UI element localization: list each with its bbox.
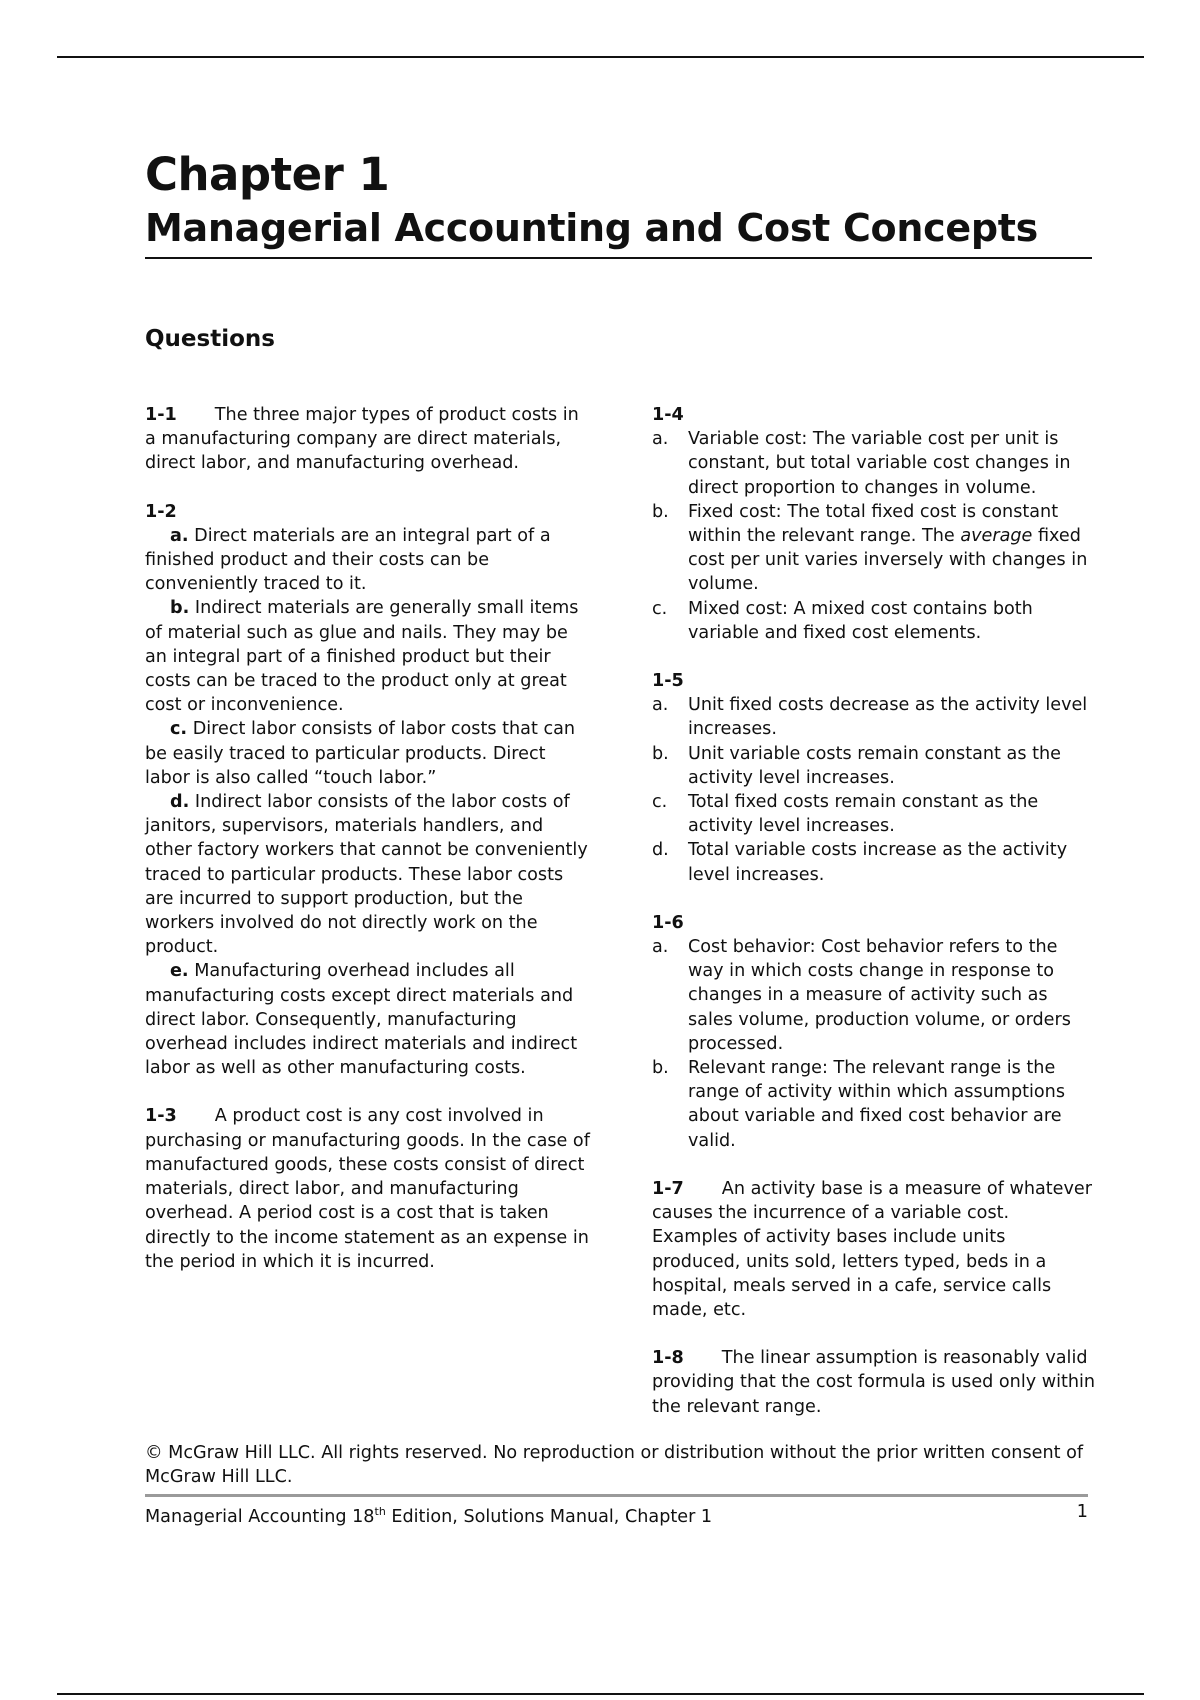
question-number: 1-5 <box>652 671 684 692</box>
answer-item <box>652 500 1097 597</box>
title-block <box>145 148 1092 254</box>
question-1-2 <box>145 500 590 1081</box>
item-text <box>688 500 1097 597</box>
footer-book-title <box>145 1500 712 1529</box>
copyright-notice: © McGraw Hill LLC. All rights reserved. No reproduction or distribution without the prior written consent of McGraw Hill LLC. <box>145 1443 1084 1488</box>
answer-item <box>652 742 1097 790</box>
item-text: Relevant range: The relevant range is the range of activity within which assumptions about variable and fixed cost behavior are valid. <box>688 1058 1065 1151</box>
question-text: The three major types of product costs in a manufacturing company are direct materials, direct labor, and manufacturing overhead. <box>145 405 579 474</box>
item-letter: b. <box>170 598 190 619</box>
question-number: 1-2 <box>145 501 177 522</box>
question-text: The linear assumption is reasonably valid providing that the cost formula is used only within the relevant range. <box>652 1348 1096 1417</box>
question-1-3 <box>145 1104 590 1273</box>
item-text: Variable cost: The variable cost per unit is constant, but total variable cost changes in direct proportion to changes in volume. <box>688 429 1071 498</box>
section-heading: Questions <box>145 326 275 352</box>
question-1-1 <box>145 403 590 476</box>
answer-item <box>652 693 1097 741</box>
emphasis-word: average <box>960 526 1033 547</box>
item-letter: c. <box>170 719 188 740</box>
item-text: Total variable costs increase as the activity level increases. <box>688 840 1068 885</box>
answer-item <box>652 838 1097 886</box>
item-letter: a. <box>652 695 669 716</box>
question-number: 1-4 <box>652 405 684 425</box>
item-letter: d. <box>652 840 669 861</box>
item-letter: b. <box>652 1058 669 1079</box>
item-text: Direct labor consists of labor costs that can be easily traced to particular products. Direct labor is also called “touch labor.” <box>145 719 576 788</box>
question-number: 1-7 <box>652 1178 684 1199</box>
item-letter: a. <box>652 429 669 450</box>
item-text: Unit variable costs remain constant as the activity level increases. <box>688 743 1061 788</box>
footer-title-part: Edition, Solutions Manual, Chapter 1 <box>385 1506 713 1527</box>
item-text: Cost behavior: Cost behavior refers to the way in which costs change in response to changes in a measure of activity such as sales volume, production volume, or orders processed. <box>688 937 1071 1054</box>
question-1-8 <box>652 1346 1097 1419</box>
item-letter: d. <box>170 792 190 813</box>
footer-title-superscript: th <box>374 1505 386 1518</box>
item-letter: b. <box>652 743 669 764</box>
item-letter: a. <box>170 525 189 546</box>
question-number: 1-6 <box>652 912 684 933</box>
answer-item <box>145 596 590 717</box>
answer-item <box>145 959 590 1080</box>
item-text: Total fixed costs remain constant as the activity level increases. <box>688 792 1039 837</box>
question-number: 1-8 <box>652 1348 684 1369</box>
item-text-part: fixed cost per unit varies inversely with changes in volume. <box>688 526 1088 595</box>
question-text: An activity base is a measure of whatever causes the incurrence of a variable cost. Examples of activity bases include units produced, units sold, letters typed, beds in a hospital, meals served in a cafe, service calls made, etc. <box>652 1178 1092 1320</box>
left-column <box>145 403 590 1298</box>
question-1-5 <box>652 669 1097 887</box>
answer-item <box>652 790 1097 838</box>
answer-item <box>145 790 590 959</box>
question-1-4 <box>652 403 1097 645</box>
answer-item <box>652 1056 1097 1153</box>
item-letter: a. <box>652 937 669 958</box>
item-text: Indirect materials are generally small items of material such as glue and nails. They may be an integral part of a finished product but their costs can be traced to the product only at great cost or inconvenience. <box>145 598 579 716</box>
item-text-part: Fixed cost: The total fixed cost is constant within the relevant range. The <box>688 501 1059 547</box>
question-1-7 <box>652 1177 1097 1322</box>
page-number: 1 <box>1076 1502 1088 1522</box>
question-text: A product cost is any cost involved in purchasing or manufacturing goods. In the case of manufactured goods, these costs consist of direct materials, direct labor, and manufacturing overhead. A period cost is a cost that is taken directly to the income statement as an expense in the period in which it is incurred. <box>145 1106 590 1272</box>
top-rule <box>57 56 1144 58</box>
bottom-rule <box>57 1693 1144 1695</box>
item-letter: b. <box>652 501 669 522</box>
answer-item <box>652 427 1097 500</box>
page-footer <box>145 1500 1088 1529</box>
question-1-6 <box>652 911 1097 1153</box>
question-number: 1-1 <box>145 405 177 425</box>
chapter-label: Chapter 1 <box>145 148 390 201</box>
answer-item <box>652 597 1097 645</box>
answer-item <box>145 524 590 597</box>
answer-item <box>145 717 590 790</box>
answer-item <box>652 935 1097 1056</box>
item-letter: c. <box>652 598 668 619</box>
right-column <box>652 403 1097 1443</box>
title-rule <box>145 257 1092 259</box>
item-text: Manufacturing overhead includes all manufacturing costs except direct materials and direct labor. Consequently, manufacturing overhead includes indirect materials and indirect labor as well as other manufacturing costs. <box>145 961 578 1079</box>
item-text: Unit fixed costs decrease as the activity level increases. <box>688 695 1088 740</box>
footer-rule <box>145 1494 1088 1497</box>
question-number: 1-3 <box>145 1106 177 1127</box>
item-text: Indirect labor consists of the labor costs of janitors, supervisors, materials handlers, and other factory workers that cannot be conveniently traced to particular products. These labor costs are incurred to support production, but the workers involved do not directly work on the product. <box>145 792 588 958</box>
footer-title-part: Managerial Accounting 18 <box>145 1506 375 1527</box>
item-letter: e. <box>170 961 189 982</box>
item-text: Direct materials are an integral part of a finished product and their costs can be conveniently traced to it. <box>145 525 551 595</box>
item-text: Mixed cost: A mixed cost contains both variable and fixed cost elements. <box>688 598 1033 643</box>
chapter-title: Managerial Accounting and Cost Concepts <box>145 206 1038 250</box>
item-letter: c. <box>652 792 668 813</box>
